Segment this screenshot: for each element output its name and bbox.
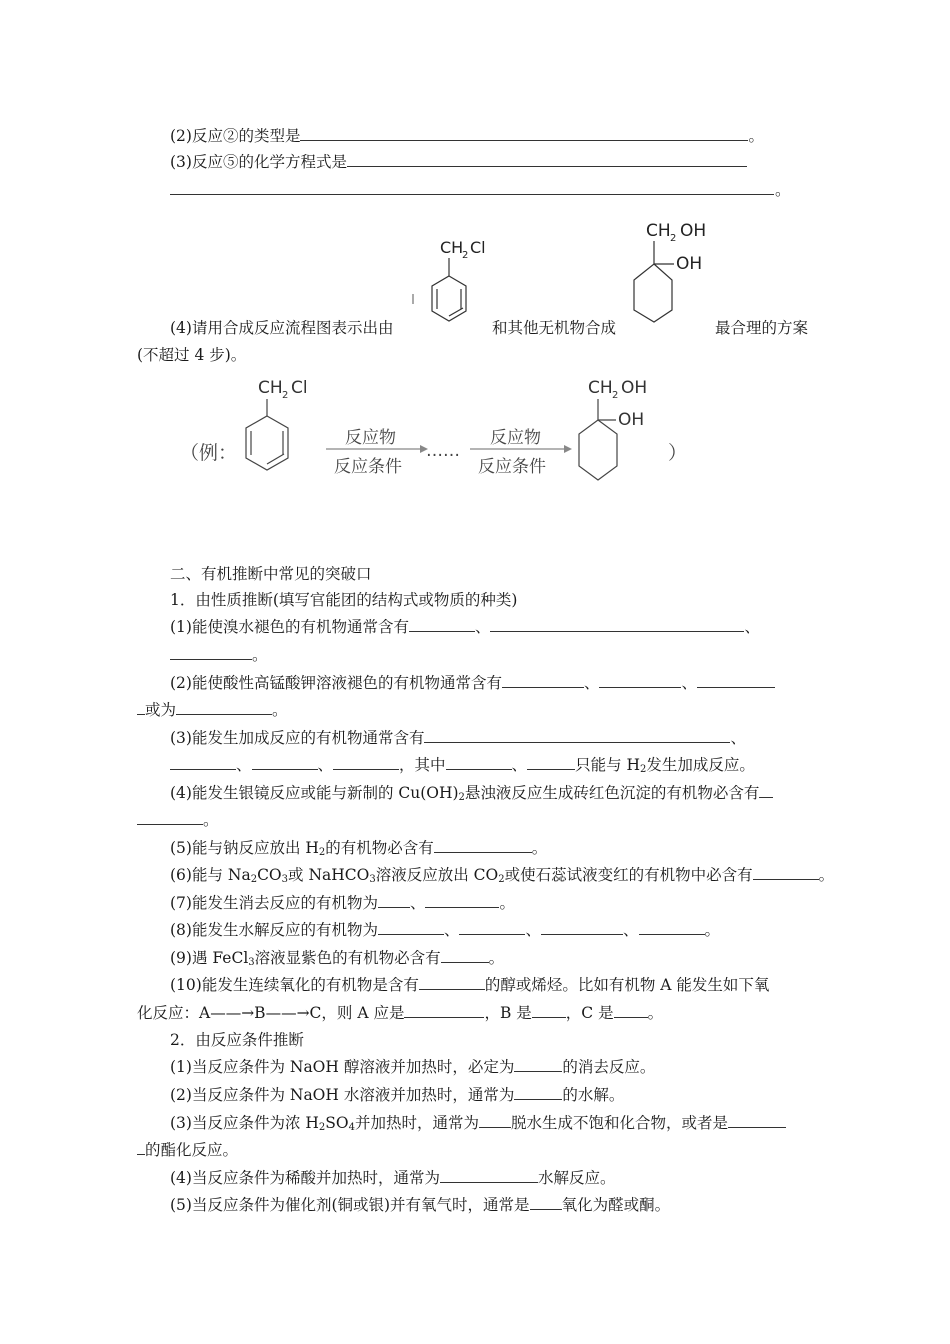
question-3: (3)反应⑤的化学方程式是 [170, 152, 747, 172]
svg-text:OH: OH [621, 378, 648, 398]
reagent-label-1: 反应物 [345, 428, 396, 448]
answer-blank[interactable] [440, 1168, 538, 1183]
answer-blank[interactable] [170, 645, 252, 660]
answer-blank[interactable] [347, 152, 747, 167]
svg-text:2: 2 [612, 390, 619, 401]
answer-blank[interactable] [300, 126, 748, 141]
item-1-cont: 。 [170, 645, 268, 665]
answer-blank[interactable] [639, 920, 705, 935]
cond-4: (4)当反应条件为稀酸并加热时，通常为 水解反应。 [170, 1169, 616, 1187]
item-2: (2)能使酸性高锰酸钾溶液褪色的有机物通常含有 、 、 [170, 673, 775, 693]
answer-blank[interactable] [425, 893, 499, 908]
example-close-paren: ） [668, 442, 688, 464]
cond-1: (1)当反应条件为 NaOH 醇溶液并加热时，必定为 的消去反应。 [170, 1058, 656, 1076]
item-3-cont: 、 、 ，其中 、 只能与 $H_2$发生加成反应。 [170, 755, 755, 775]
answer-blank[interactable] [614, 1003, 648, 1018]
answer-blank[interactable] [441, 948, 489, 963]
svg-text:OH: OH [618, 410, 645, 430]
answer-blank[interactable] [530, 1195, 562, 1210]
answer-blank[interactable] [137, 810, 203, 825]
item-8: (8)能发生水解反应的有机物为 、 、 、 。 [170, 921, 721, 939]
answer-blank[interactable] [759, 783, 773, 798]
answer-blank[interactable] [434, 838, 532, 853]
item-5: (5)能与钠反应放出 $H_2$的有机物必含有 。 [170, 839, 548, 858]
answer-blank[interactable] [532, 1003, 566, 1018]
answer-blank[interactable] [459, 920, 525, 935]
answer-blank[interactable] [479, 1113, 511, 1128]
cond-3: (3)当反应条件为浓 $H_2SO_4$并加热时，通常为 脱水生成不饱和化合物，或者是 [170, 1113, 786, 1133]
item-7: (7)能发生消去反应的有机物为 、 。 [170, 894, 515, 912]
svg-text:Cl: Cl [470, 238, 486, 257]
answer-line[interactable] [170, 194, 774, 195]
answer-blank[interactable] [409, 617, 475, 632]
subsection-2-title: 2．由反应条件推断 [170, 1031, 304, 1049]
item-10-cont: 化反应：A——→B——→C，则 A 应是 ，B 是 ，C 是 。 [137, 1004, 664, 1022]
example-open-paren: （例： [180, 442, 238, 464]
item-1: (1)能使溴水褪色的有机物通常含有 、 、 [170, 618, 760, 636]
condition-label-1: 反应条件 [334, 457, 402, 477]
cyclohexane-diol-structure [622, 214, 722, 334]
answer-blank[interactable] [176, 700, 272, 715]
question-4-prefix: (4)请用合成反应流程图表示出由 [170, 319, 394, 337]
condition-label-2: 反应条件 [478, 457, 546, 477]
item-4: (4)能发生银镜反应或能与新制的 $Cu(OH)_2$悬浊液反应生成砖红色沉淀的有机物必含有 [170, 783, 773, 803]
answer-blank[interactable] [404, 1003, 484, 1018]
synthesis-example-diagram [180, 372, 700, 494]
answer-blank[interactable] [527, 755, 575, 770]
answer-blank[interactable] [514, 1057, 562, 1072]
answer-blank[interactable] [378, 920, 444, 935]
answer-blank[interactable] [170, 755, 236, 770]
period: 。 [775, 181, 791, 199]
cond-2: (2)当反应条件为 NaOH 水溶液并加热时，通常为 的水解。 [170, 1086, 625, 1104]
answer-blank[interactable] [599, 673, 681, 688]
subsection-1-title: 1．由性质推断(填写官能团的结构式或物质的种类) [170, 591, 518, 609]
answer-blank[interactable] [728, 1113, 786, 1128]
answer-blank[interactable] [419, 975, 485, 990]
item-2-cont: 或为 。 [137, 700, 288, 720]
svg-text:OH: OH [680, 221, 707, 241]
svg-text:CH: CH [440, 238, 464, 257]
svg-text:CH: CH [258, 378, 283, 398]
answer-blank[interactable] [446, 755, 512, 770]
answer-blank[interactable] [424, 728, 730, 743]
section-title: 二、有机推断中常见的突破口 [170, 565, 372, 583]
reagent-label-2: 反应物 [490, 428, 541, 448]
item-4-cont: 。 [137, 810, 219, 830]
svg-text:OH: OH [676, 254, 703, 274]
answer-blank[interactable] [378, 893, 410, 908]
answer-blank[interactable] [333, 755, 399, 770]
item-6: (6)能与 $Na_2CO_3$或 NaHCO$_3$溶液反应放出 $CO_2$或使石蕊试液变红的有机物中必含有 。 [170, 866, 835, 885]
cond-3-cont: 的酯化反应。 [137, 1140, 238, 1160]
item-9: (9)遇 FeCl$_3$溶液显紫色的有机物必含有 。 [170, 949, 505, 968]
svg-text:CH: CH [588, 378, 613, 398]
benzyl-chloride-structure [406, 232, 496, 332]
question-4-line2: (不超过 4 步)。 [137, 346, 247, 364]
answer-blank[interactable] [541, 920, 623, 935]
answer-blank[interactable] [137, 1140, 145, 1155]
svg-text:2: 2 [282, 390, 289, 401]
ellipsis: …… [426, 441, 460, 461]
question-4-mid: 和其他无机物合成 [492, 319, 617, 337]
answer-blank[interactable] [137, 700, 145, 715]
svg-text:Cl: Cl [291, 378, 308, 398]
item-10: (10)能发生连续氧化的有机物是含有 的醇或烯烃。比如有机物 A 能发生如下氧 [170, 976, 770, 994]
answer-blank[interactable] [252, 755, 318, 770]
answer-blank[interactable] [753, 865, 819, 880]
question-2: (2)反应②的类型是 。 [170, 127, 764, 145]
svg-text:2: 2 [670, 233, 677, 244]
question-4-suffix: 最合理的方案 [715, 319, 809, 337]
item-3: (3)能发生加成反应的有机物通常含有 、 [170, 729, 746, 747]
svg-text:2: 2 [462, 250, 469, 261]
answer-blank[interactable] [697, 673, 775, 688]
answer-blank[interactable] [490, 617, 744, 632]
cond-5: (5)当反应条件为催化剂(铜或银)并有氧气时，通常是 氧化为醛或酮。 [170, 1196, 671, 1214]
answer-blank[interactable] [514, 1085, 562, 1100]
answer-blank[interactable] [502, 673, 584, 688]
svg-text:CH: CH [646, 221, 671, 241]
